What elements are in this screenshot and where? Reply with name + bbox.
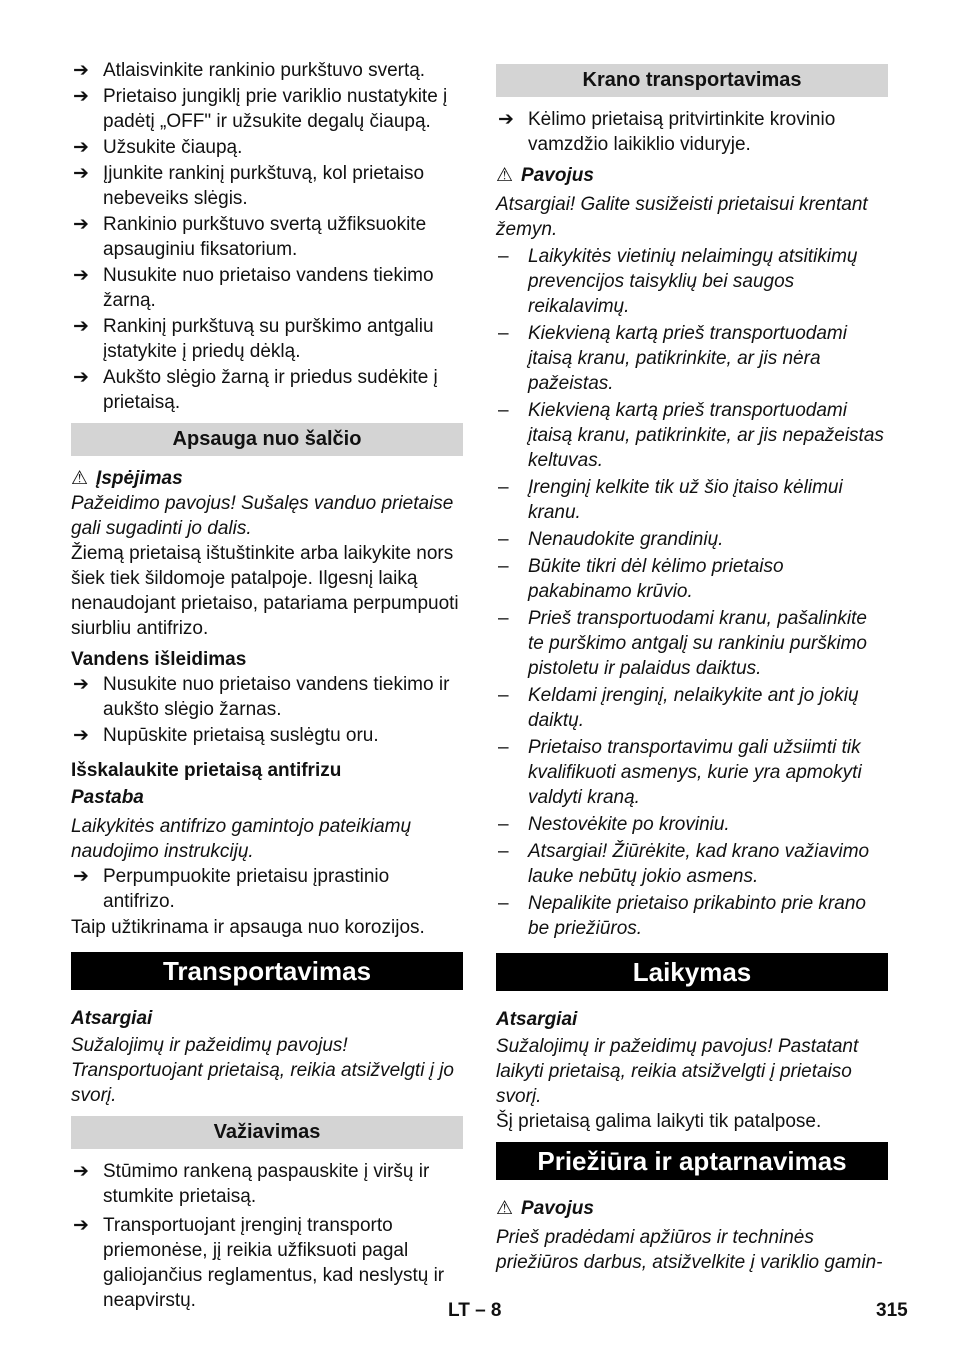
- left-column: [71, 58, 463, 1317]
- item-text: Kėlimo prietaisą pritvirtinkite krovinio vamzdžio laikiklio viduryje.: [528, 109, 836, 155]
- dash-icon: –: [498, 529, 509, 550]
- danger-warning: [496, 163, 888, 188]
- danger-text: Atsargiai! Galite susižeisti prietaisui krentant žemyn.: [496, 194, 868, 240]
- step-item: [71, 84, 463, 134]
- item-text: Prietaiso jungiklį prie variklio nustatykite į padėtį „OFF" ir užsukite degalų čiaupą.: [103, 86, 448, 132]
- storage-heading: Laikymas: [496, 953, 888, 991]
- bullet-item: [496, 839, 888, 889]
- bullet-item: [496, 321, 888, 396]
- frost-warning: [71, 466, 463, 491]
- arrow-right-icon: ➔: [73, 214, 89, 235]
- item-text: Keldami įrenginį, nelaikykite ant jo jokių daiktų.: [528, 685, 859, 731]
- item-text: Nusukite nuo prietaiso vandens tiekimo žarną.: [103, 265, 434, 311]
- warning-icon: ⚠: [71, 468, 89, 489]
- item-text: Nestovėkite po kroviniu.: [528, 814, 730, 835]
- item-text: Prieš transportuodami kranu, pašalinkite te purškimo antgalį su rankiniu purškimo pistoletu ir palaidus daiktus.: [528, 608, 868, 679]
- transport-caution-text: Sužalojimų ir pažeidimų pavojus! Transportuojant prietaisą, reikia atsižvelgti į jo svorį.: [71, 1035, 454, 1106]
- dash-icon: –: [498, 323, 509, 344]
- antifreeze-steps: [71, 864, 463, 914]
- item-text: Rankinio purkštuvo svertą užfiksuokite apsauginiu fiksatorium.: [103, 214, 427, 260]
- arrow-right-icon: ➔: [73, 265, 89, 286]
- item-text: Nepalikite prietaiso prikabinto prie krano be priežiūros.: [528, 893, 866, 939]
- bullet-item: [496, 606, 888, 681]
- transport-caution-label: Atsargiai: [71, 1008, 153, 1029]
- bullet-item: [496, 554, 888, 604]
- item-text: Kiekvieną kartą prieš transportuodami įtaisą kranu, patikrinkite, ar jis nėra pažeistas.: [528, 323, 847, 394]
- item-text: Užsukite čiaupą.: [103, 137, 243, 158]
- antifreeze-heading: Išskalaukite prietaisą antifrizu: [71, 760, 342, 781]
- driving-steps: [71, 1159, 463, 1313]
- drain-steps: [71, 672, 463, 748]
- arrow-right-icon: ➔: [73, 1161, 89, 1182]
- frost-warning-label: Įspėjimas: [96, 468, 183, 489]
- antifreeze-text: Taip užtikrinama ir apsauga nuo korozijos.: [71, 917, 425, 938]
- dash-icon: –: [498, 893, 509, 914]
- step-item: [71, 723, 463, 748]
- storage-text: Šį prietaisą galima laikyti tik patalpose.: [496, 1111, 822, 1132]
- maint-danger-text: Prieš pradėdami apžiūros ir techninės priežiūros darbus, atsižvelkite į variklio gamin-: [496, 1227, 883, 1273]
- item-text: Įjunkite rankinį purkštuvą, kol prietaiso nebeveiks slėgis.: [103, 163, 425, 209]
- step-item: [71, 365, 463, 415]
- item-text: Kiekvieną kartą prieš transportuodami įtaisą kranu, patikrinkite, ar jis nepažeistas keltuvas.: [528, 400, 884, 471]
- frost-heading: Apsauga nuo šalčio: [71, 423, 463, 456]
- item-text: Laikykitės vietinių nelaimingų atsitikimų prevencijos taisyklių bei saugos reikalavimų.: [528, 246, 858, 317]
- bullet-item: [496, 812, 888, 837]
- arrow-right-icon: ➔: [73, 367, 89, 388]
- dash-icon: –: [498, 246, 509, 267]
- arrow-right-icon: ➔: [73, 60, 89, 81]
- step-item: [71, 58, 463, 83]
- dash-icon: –: [498, 841, 509, 862]
- bullet-item: [496, 244, 888, 319]
- right-column: [496, 58, 888, 1275]
- arrow-right-icon: ➔: [73, 674, 89, 695]
- maint-danger-warning: [496, 1196, 888, 1221]
- footer-language-page: LT – 8: [448, 1300, 502, 1321]
- dash-icon: –: [498, 685, 509, 706]
- warning-icon: ⚠: [496, 165, 514, 186]
- dash-icon: –: [498, 608, 509, 629]
- arrow-right-icon: ➔: [73, 86, 89, 107]
- driving-heading: Važiavimas: [71, 1116, 463, 1149]
- frost-text: Žiemą prietaisą ištuštinkite arba laikykite nors šiek tiek šildomoje patalpoje. Ilgesnį laiką nenaudojant prietaiso, patariama perpumpuoti siurbliu antifrizo.: [71, 543, 459, 639]
- step-item: [71, 212, 463, 262]
- bullet-item: [496, 527, 888, 552]
- item-text: Transportuojant įrenginį transporto priemonėse, jį reikia užfiksuoti pagal galiojančius reglamentus, kad neslystų ir neapvirstų.: [103, 1215, 445, 1311]
- step-item: [71, 1159, 463, 1209]
- danger-label: Pavojus: [521, 165, 594, 186]
- item-text: Nupūskite prietaisą suslėgtu oru.: [103, 725, 379, 746]
- step-item: [71, 263, 463, 313]
- arrow-right-icon: ➔: [73, 725, 89, 746]
- step-item: [496, 107, 888, 157]
- arrow-right-icon: ➔: [73, 137, 89, 158]
- transport-heading: Transportavimas: [71, 952, 463, 990]
- item-text: Atlaisvinkite rankinio purkštuvo svertą.: [103, 60, 426, 81]
- danger-items: [496, 244, 888, 941]
- footer-page-number: 315: [876, 1300, 908, 1321]
- crane-steps: [496, 107, 888, 157]
- item-text: Būkite tikri dėl kėlimo prietaiso pakabinamo krūvio.: [528, 556, 784, 602]
- bullet-item: [496, 735, 888, 810]
- storage-caution-label: Atsargiai: [496, 1009, 578, 1030]
- item-text: Stūmimo rankeną paspauskite į viršų ir stumkite prietaisą.: [103, 1161, 430, 1207]
- arrow-right-icon: ➔: [73, 1215, 89, 1236]
- bullet-item: [496, 398, 888, 473]
- arrow-right-icon: ➔: [73, 163, 89, 184]
- frost-warning-text: Pažeidimo pavojus! Sušalęs vanduo prietaise gali sugadinti jo dalis.: [71, 493, 454, 539]
- item-text: Prietaiso transportavimu gali užsiimti tik kvalifikuoti asmenys, kurie yra apmokyti valdyti kraną.: [528, 737, 862, 808]
- dash-icon: –: [498, 737, 509, 758]
- step-item: [71, 1213, 463, 1313]
- arrow-right-icon: ➔: [498, 109, 514, 130]
- item-text: Nenaudokite grandinių.: [528, 529, 724, 550]
- step-item: [71, 314, 463, 364]
- crane-heading: Krano transportavimas: [496, 64, 888, 97]
- item-text: Įrenginį kelkite tik už šio įtaiso kėlimui kranu.: [528, 477, 843, 523]
- bullet-item: [496, 475, 888, 525]
- warning-icon: ⚠: [496, 1198, 514, 1219]
- item-text: Aukšto slėgio žarną ir priedus sudėkite į prietaisą.: [103, 367, 438, 413]
- storage-caution-text: Sužalojimų ir pažeidimų pavojus! Pastatant laikyti prietaisą, reikia atsižvelgti į prietaiso svorį.: [496, 1036, 859, 1107]
- arrow-right-icon: ➔: [73, 316, 89, 337]
- dash-icon: –: [498, 400, 509, 421]
- bullet-item: [496, 891, 888, 941]
- bullet-item: [496, 683, 888, 733]
- steps-list-1: [71, 58, 463, 415]
- item-text: Rankinį purkštuvą su purškimo antgaliu įstatykite į priedų dėklą.: [103, 316, 434, 362]
- item-text: Perpumpuokite prietaisu įprastinio antifrizo.: [103, 866, 390, 912]
- drain-heading: Vandens išleidimas: [71, 649, 247, 670]
- step-item: [71, 672, 463, 722]
- note-label: Pastaba: [71, 787, 144, 808]
- arrow-right-icon: ➔: [73, 866, 89, 887]
- step-item: [71, 135, 463, 160]
- dash-icon: –: [498, 477, 509, 498]
- note-text: Laikykitės antifrizo gamintojo pateikiamų naudojimo instrukcijų.: [71, 816, 412, 862]
- maint-danger-label: Pavojus: [521, 1198, 594, 1219]
- dash-icon: –: [498, 814, 509, 835]
- step-item: [71, 864, 463, 914]
- item-text: Atsargiai! Žiūrėkite, kad krano važiavimo lauke nebūtų jokio asmens.: [528, 841, 870, 887]
- dash-icon: –: [498, 556, 509, 577]
- maintenance-heading: Priežiūra ir aptarnavimas: [496, 1142, 888, 1180]
- step-item: [71, 161, 463, 211]
- item-text: Nusukite nuo prietaiso vandens tiekimo ir aukšto slėgio žarnas.: [103, 674, 450, 720]
